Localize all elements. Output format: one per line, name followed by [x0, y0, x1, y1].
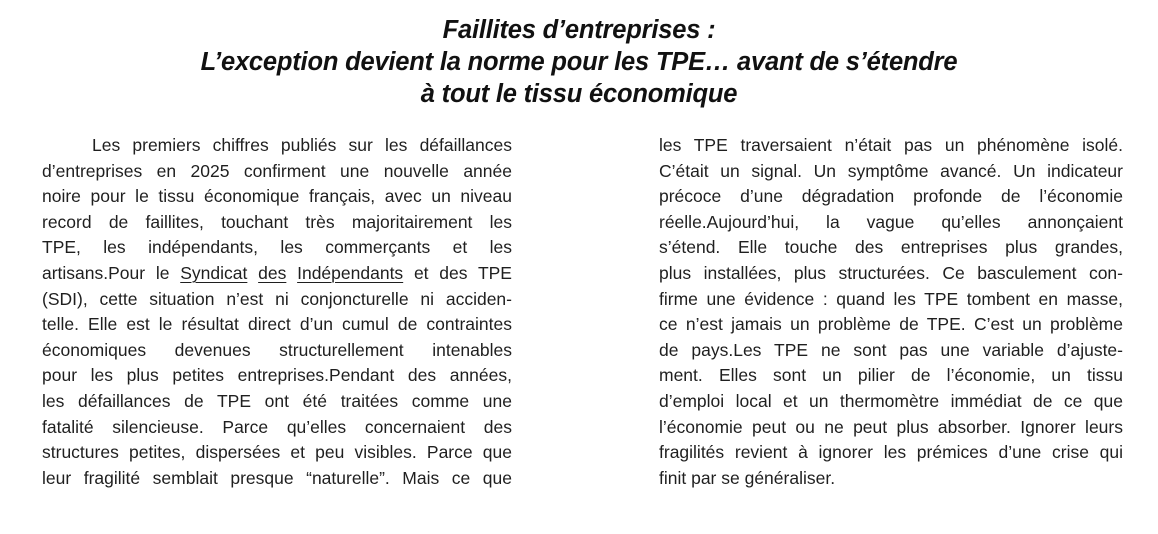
paragraph-line: les TPE traversaient n’était pas un phénomène isolé.	[659, 135, 1123, 155]
paragraph-line: pour les plus petites entreprises.Pendant des années,	[42, 365, 512, 386]
paragraph-line: telle. Elle est le résultat direct d’un cumul de contraintes	[42, 314, 512, 335]
paragraph-line: firme une évidence : quand les TPE tombent en masse,	[659, 288, 1123, 309]
paragraph-line: l’économie peut ou ne peut plus absorber. Ignorer leurs	[659, 416, 1123, 437]
syndicat-link[interactable]: Syndicat	[180, 262, 248, 283]
paragraph-line: d’entreprises en 2025 confirment une nouvelle année	[42, 160, 512, 181]
paragraph-line: plus installées, plus structurées. Ce basculement con-	[659, 262, 1123, 283]
headline-line-2: L’exception devient la norme pour les TPE… avant de s’étendre	[200, 48, 958, 76]
paragraph-line: fatalité silencieuse. Parce qu’elles concernaient des	[42, 416, 512, 437]
paragraph-line: économiques devenues structurellement intenables	[42, 339, 512, 360]
paragraph-line: réelle.Aujourd’hui, la vague qu’elles annonçaient	[659, 211, 1123, 232]
paragraph-line: de pays.Les TPE ne sont pas une variable d’ajuste-	[659, 339, 1123, 360]
right-column	[659, 133, 1123, 491]
paragraph-line: précoce d’une dégradation profonde de l’économie	[659, 186, 1123, 207]
text-fragment: artisans.Pour le	[42, 262, 181, 283]
paragraph-line: leur fragilité semblait presque “naturelle”. Mais ce que	[42, 467, 512, 488]
paragraph-line: les défaillances de TPE ont été traitées comme une	[42, 390, 512, 411]
headline-line-1: Faillites d’entreprises :	[442, 16, 716, 44]
paragraph-line: (SDI), cette situation n’est ni conjoncturelle ni acciden-	[42, 288, 512, 309]
paragraph-line: noire pour le tissu économique français, avec un niveau	[42, 186, 512, 207]
paragraph-line: finit par se généraliser.	[659, 467, 836, 488]
paragraph-line: structures petites, dispersées et peu visibles. Parce que	[42, 442, 512, 463]
paragraph-line: ce n’est jamais un problème de TPE. C’est un problème	[659, 314, 1123, 335]
text-fragment: et des TPE	[403, 262, 512, 283]
paragraph-line: TPE, les indépendants, les commerçants et les	[42, 237, 512, 258]
paragraph-line: record de faillites, touchant très majoritairement les	[42, 211, 512, 232]
paragraph-line: d’emploi local et un thermomètre immédiat de ce que	[659, 390, 1123, 411]
independants-link[interactable]: Indépendants	[297, 262, 404, 283]
paragraph-line: ment. Elles sont un pilier de l’économie, un tissu	[659, 365, 1123, 386]
headline-line-3: à tout le tissu économique	[420, 80, 738, 108]
paragraph-line: Les premiers chiffres publiés sur les défaillances	[92, 135, 512, 155]
paragraph-line: C’était un signal. Un symptôme avancé. Un indicateur	[659, 160, 1123, 181]
paragraph-line: s’étend. Elle touche des entreprises plus grandes,	[659, 237, 1123, 258]
paragraph-line-with-link	[42, 261, 512, 287]
left-column	[42, 133, 512, 491]
paragraph-line: fragilités revient à ignorer les prémices d’une crise qui	[659, 442, 1123, 463]
des-link[interactable]: des	[258, 262, 287, 283]
article-headline	[0, 14, 1158, 110]
